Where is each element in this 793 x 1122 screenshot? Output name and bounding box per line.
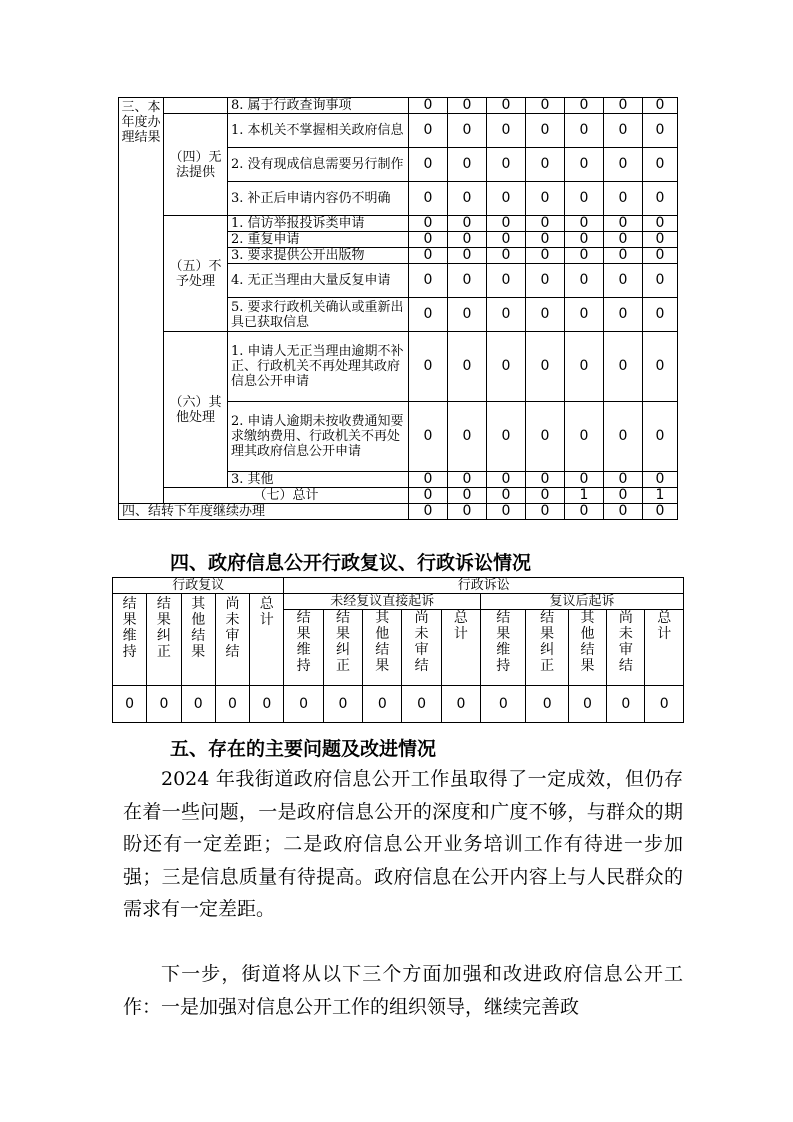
cell-value: 0 [643,264,678,298]
cell-value: 0 [604,232,643,248]
results-table [118,97,678,520]
cell-value: 0 [526,332,565,402]
cell-value: 0 [607,686,645,723]
cell-value: 0 [448,402,487,472]
row-label: 2. 没有现成信息需要另行制作 [228,148,409,182]
cell-value: 0 [643,402,678,472]
group-unable-to-provide: （四）无法提供 [164,114,228,216]
paragraph-problems: 2024 年我街道政府信息公开工作虽取得了一定成效，但仍存在着一些问题，一是政府信息公开的深度和广度不够，与群众的期盼还有一定差距；二是政府信息公开业务培训工作有待进一步加强；三是信息质量有待提高。政府信息在公开内容上与人民群众的需求有一定差距。 [123,768,683,920]
group-other-processing: （六）其他处理 [164,332,228,488]
cell-value: 0 [448,298,487,332]
column-label: 总 计 [441,610,480,686]
cell-value: 0 [565,114,604,148]
row-label: 1. 本机关不掌握相关政府信息 [228,114,409,148]
column-label: 尚 未 审 结 [215,594,249,686]
cell-value: 0 [604,98,643,114]
cell-value: 0 [409,298,448,332]
cell-value: 0 [643,298,678,332]
column-label: 总 计 [645,610,684,686]
cell-value: 0 [448,332,487,402]
cell-value: 0 [487,182,526,216]
cell-value: 0 [604,298,643,332]
cell-value: 0 [526,472,565,488]
cell-value: 0 [526,298,565,332]
cell-value: 0 [526,148,565,182]
cell-value: 0 [487,488,526,504]
row-label: 8. 属于行政查询事项 [228,98,409,114]
column-label: 结 果 纠 正 [323,610,362,686]
column-label: 总 计 [250,594,284,686]
cell-value: 0 [448,472,487,488]
cell-value: 0 [565,264,604,298]
row-label: 2. 重复申请 [228,232,409,248]
column-label: 其 他 结 果 [363,610,402,686]
cell-value: 0 [643,216,678,232]
cell-value: 0 [147,686,181,723]
cell-value: 0 [604,248,643,264]
cell-value: 0 [604,148,643,182]
cell-value: 0 [604,332,643,402]
row-label: （七）总计 [164,488,409,504]
cell-value: 0 [565,98,604,114]
column-label: 结 果 纠 正 [147,594,181,686]
cell-value: 0 [565,182,604,216]
cell-value: 0 [487,402,526,472]
review-litigation-table [112,577,684,723]
cell-value: 0 [409,114,448,148]
cell-value: 0 [643,232,678,248]
cell-value: 0 [643,114,678,148]
cell-value: 0 [409,264,448,298]
column-label: 尚 未 审 结 [607,610,645,686]
cell-value: 0 [448,264,487,298]
cell-value: 0 [526,488,565,504]
cell-value: 0 [409,488,448,504]
table-row [119,98,678,114]
cell-value: 0 [409,216,448,232]
cell-value: 0 [409,472,448,488]
cell-value: 0 [181,686,215,723]
cell-value: 0 [526,686,568,723]
cell-value: 0 [113,686,147,723]
section4-heading: 四、政府信息公开行政复议、行政诉讼情况 [170,552,532,574]
after-review-header: 复议后起诉 [481,594,684,610]
cell-value: 0 [643,98,678,114]
cell-value: 0 [643,248,678,264]
cell-value: 0 [645,686,684,723]
cell-value: 0 [487,114,526,148]
cell-value: 0 [409,504,448,520]
cell-value: 0 [448,232,487,248]
cell-value: 0 [284,686,323,723]
cell-value: 0 [487,232,526,248]
cell-value: 1 [643,488,678,504]
cell-value: 0 [409,182,448,216]
cell-value: 0 [363,686,402,723]
empty-cell [164,98,228,114]
cell-value: 0 [409,248,448,264]
cell-value: 0 [441,686,480,723]
cell-value: 0 [604,264,643,298]
cell-value: 0 [409,402,448,472]
cell-value: 0 [568,686,606,723]
review-header: 行政复议 [113,578,284,594]
cell-value: 0 [526,182,565,216]
litigation-header: 行政诉讼 [284,578,684,594]
table-row [119,488,678,504]
column-label: 结 果 维 持 [284,610,323,686]
column-label: 结 果 维 持 [113,594,147,686]
cell-value: 0 [604,114,643,148]
cell-value: 0 [643,504,678,520]
group-processing-results: 三、本年度办理结果 [119,98,164,504]
row-label: 3. 其他 [228,472,409,488]
table-row [119,114,678,148]
cell-value: 0 [526,98,565,114]
cell-value: 0 [481,686,526,723]
column-label: 其 他 结 果 [181,594,215,686]
cell-value: 0 [565,402,604,472]
cell-value: 0 [487,98,526,114]
row-label: 3. 要求提供公开出版物 [228,248,409,264]
cell-value: 0 [250,686,284,723]
cell-value: 0 [565,504,604,520]
cell-value: 0 [487,504,526,520]
row-label: 1. 信访举报投诉类申请 [228,216,409,232]
cell-value: 0 [565,298,604,332]
cell-value: 0 [526,402,565,472]
cell-value: 0 [604,216,643,232]
table-row [119,332,678,402]
cell-value: 0 [526,232,565,248]
cell-value: 0 [487,148,526,182]
cell-value: 0 [604,504,643,520]
cell-value: 0 [323,686,362,723]
cell-value: 0 [526,248,565,264]
table-row [119,504,678,520]
cell-value: 0 [402,686,441,723]
cell-value: 0 [448,98,487,114]
cell-value: 0 [409,232,448,248]
cell-value: 0 [643,332,678,402]
cell-value: 0 [643,472,678,488]
row-label: 四、结转下年度继续办理 [119,504,409,520]
column-label: 结 果 维 持 [481,610,526,686]
cell-value: 0 [643,182,678,216]
cell-value: 0 [526,504,565,520]
cell-value: 0 [409,332,448,402]
direct-litigation-header: 未经复议直接起诉 [284,594,481,610]
cell-value: 0 [526,216,565,232]
row-label: 2. 申请人逾期未按收费通知要求缴纳费用、行政机关不再处理其政府信息公开申请 [228,402,409,472]
cell-value: 0 [565,232,604,248]
cell-value: 0 [487,332,526,402]
cell-value: 0 [604,402,643,472]
cell-value: 0 [215,686,249,723]
cell-value: 0 [604,472,643,488]
cell-value: 1 [565,488,604,504]
cell-value: 0 [487,248,526,264]
row-label: 1. 申请人无正当理由逾期不补正、行政机关不再处理其政府信息公开申请 [228,332,409,402]
cell-value: 0 [448,182,487,216]
cell-value: 0 [565,332,604,402]
group-not-processed: （五）不予处理 [164,216,228,332]
column-label: 尚 未 审 结 [402,610,441,686]
cell-value: 0 [409,148,448,182]
cell-value: 0 [487,264,526,298]
section5-heading: 五、存在的主要问题及改进情况 [170,738,437,760]
row-label: 3. 补正后申请内容仍不明确 [228,182,409,216]
table-row [119,216,678,232]
cell-value: 0 [565,148,604,182]
column-label: 结 果 纠 正 [526,610,568,686]
cell-value: 0 [409,98,448,114]
cell-value: 0 [448,504,487,520]
cell-value: 0 [565,472,604,488]
cell-value: 0 [448,488,487,504]
row-label: 5. 要求行政机关确认或重新出具已获取信息 [228,298,409,332]
cell-value: 0 [448,248,487,264]
cell-value: 0 [604,488,643,504]
paragraph-improvements: 下一步，街道将从以下三个方面加强和改进政府信息公开工作：一是加强对信息公开工作的组织领导，继续完善政 [123,963,683,1018]
cell-value: 0 [448,114,487,148]
cell-value: 0 [448,216,487,232]
cell-value: 0 [565,216,604,232]
cell-value: 0 [487,216,526,232]
cell-value: 0 [526,264,565,298]
column-label: 其 他 结 果 [568,610,606,686]
cell-value: 0 [526,114,565,148]
cell-value: 0 [565,248,604,264]
cell-value: 0 [604,182,643,216]
cell-value: 0 [448,148,487,182]
row-label: 4. 无正当理由大量反复申请 [228,264,409,298]
cell-value: 0 [487,472,526,488]
cell-value: 0 [487,298,526,332]
cell-value: 0 [643,148,678,182]
